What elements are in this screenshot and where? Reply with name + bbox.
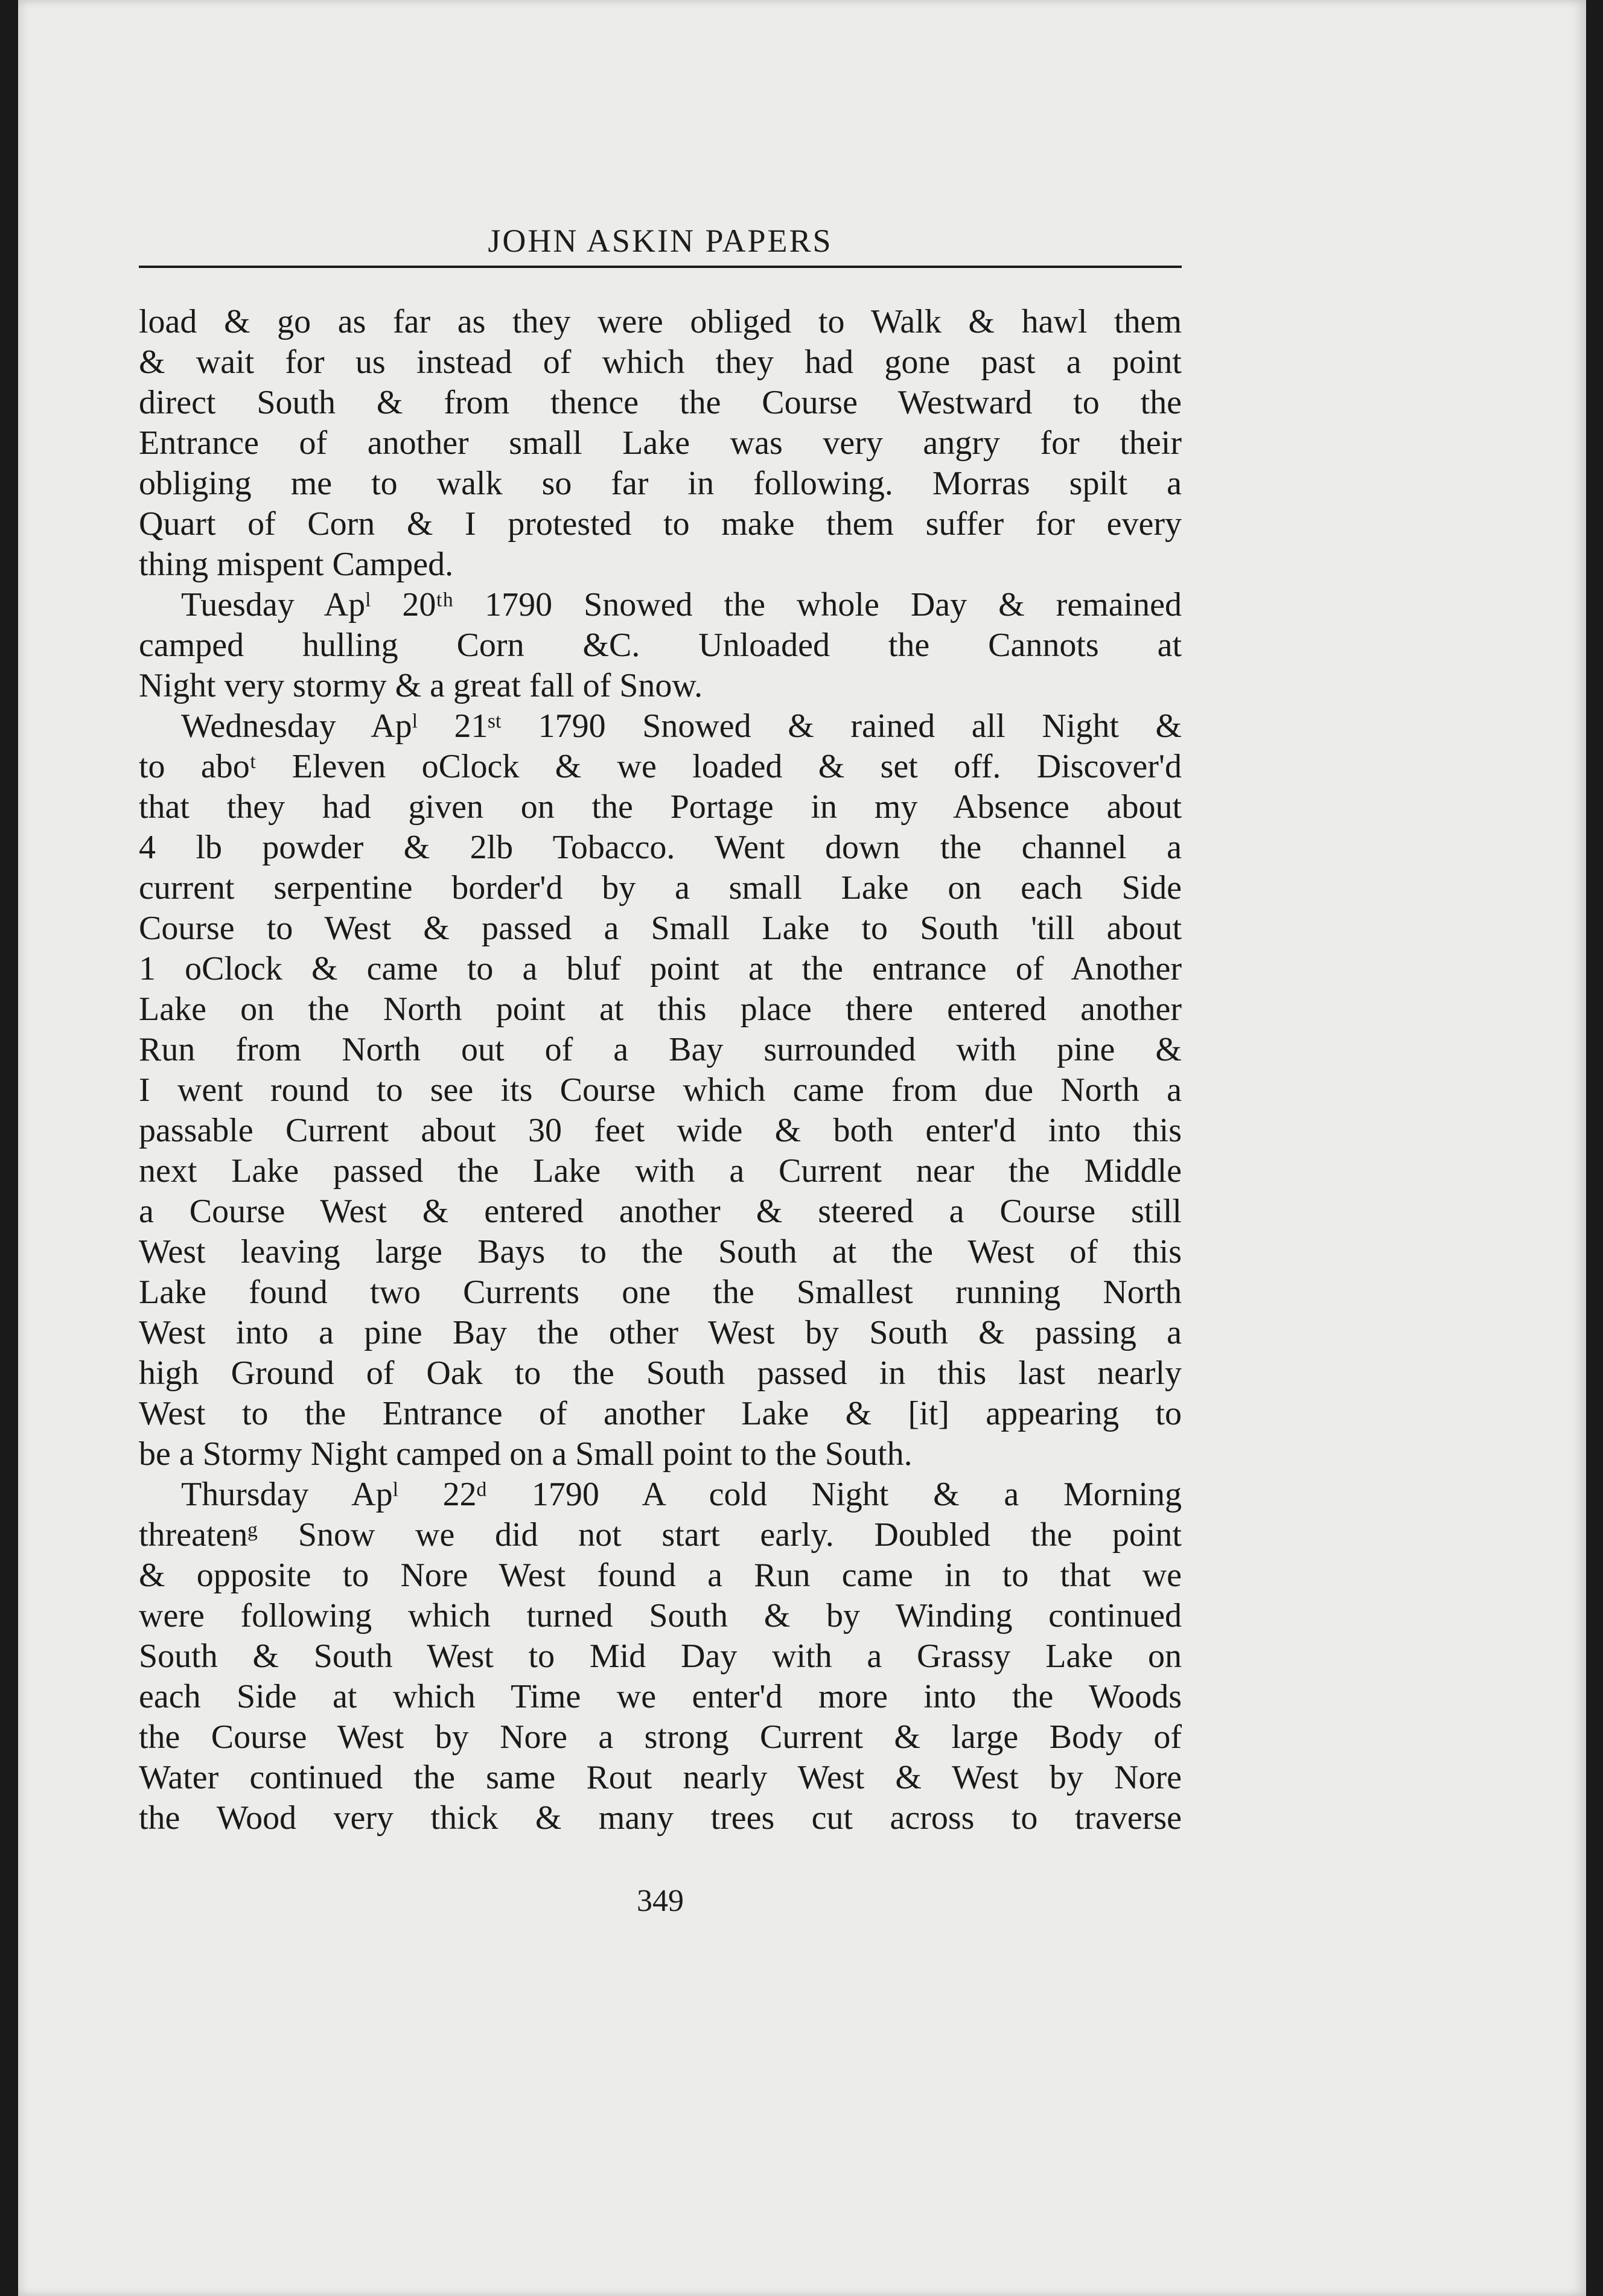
text-line: West into a pine Bay the other West by South & passing a [139,1314,1182,1351]
text-line: high Ground of Oak to the South passed in this last nearly [139,1354,1182,1392]
text-line: I went round to see its Course which came from due North a [139,1071,1182,1109]
text-line: obliging me to walk so far in following. Morras spilt a [139,465,1182,502]
paragraph-start-line: Wednesday Apˡ 21ˢᵗ 1790 Snowed & rained all Night & [181,707,1182,745]
text-line: Run from North out of a Bay surrounded with pine & [139,1031,1182,1068]
text-line: Water continued the same Rout nearly West & West by Nore [139,1759,1182,1796]
text-line: 1 oClock & came to a bluf point at the entrance of Another [139,950,1182,987]
text-line: West to the Entrance of another Lake & [it] appearing to [139,1395,1182,1432]
text-line: that they had given on the Portage in my Absence about [139,788,1182,826]
header-rule [139,266,1182,268]
text-line: Lake found two Currents one the Smallest running North [139,1274,1182,1311]
text-line: be a Stormy Night camped on a Small point to the South. [139,1435,913,1473]
text-line: each Side at which Time we enter'd more into the Woods [139,1678,1182,1715]
text-line: next Lake passed the Lake with a Current near the Middle [139,1152,1182,1190]
text-line: Entrance of another small Lake was very angry for their [139,424,1182,462]
text-line: to aboᵗ Eleven oClock & we loaded & set off. Discover'd [139,748,1182,785]
text-line: South & South West to Mid Day with a Grassy Lake on [139,1637,1182,1675]
text-line: & opposite to Nore West found a Run came in to that we [139,1557,1182,1594]
text-line: were following which turned South & by Winding continued [139,1597,1182,1634]
text-line: passable Current about 30 feet wide & both enter'd into this [139,1112,1182,1149]
text-line: camped hulling Corn &C. Unloaded the Cannots at [139,627,1182,664]
text-line: threatenᵍ Snow we did not start early. Doubled the point [139,1516,1182,1554]
text-line: Night very stormy & a great fall of Snow. [139,667,703,704]
running-header: JOHN ASKIN PAPERS [488,223,833,259]
paragraph-start-line: Thursday Apˡ 22ᵈ 1790 A cold Night & a Morning [181,1476,1182,1513]
text-line: a Course West & entered another & steered a Course still [139,1193,1182,1230]
text-line: direct South & from thence the Course Westward to the [139,384,1182,421]
text-line: the Wood very thick & many trees cut across to traverse [139,1799,1182,1837]
text-line: thing mispent Camped. [139,546,454,583]
text-line: Course to West & passed a Small Lake to South 'till about [139,910,1182,947]
text-line: 4 lb powder & 2lb Tobacco. Went down the channel a [139,829,1182,866]
page-number: 349 [637,1884,684,1918]
text-line: load & go as far as they were obliged to Walk & hawl them [139,303,1182,340]
text-line: Quart of Corn & I protested to make them suffer for every [139,505,1182,543]
text-line: Lake on the North point at this place there entered another [139,990,1182,1028]
text-line: current serpentine border'd by a small Lake on each Side [139,869,1182,907]
text-line: the Course West by Nore a strong Current & large Body of [139,1718,1182,1756]
page-body-text [139,302,1182,1838]
text-line: & wait for us instead of which they had gone past a point [139,343,1182,381]
paragraph-start-line: Tuesday Apˡ 20ᵗʰ 1790 Snowed the whole Day & remained [181,586,1182,623]
book-page [18,0,1586,2296]
text-line: West leaving large Bays to the South at the West of this [139,1233,1182,1271]
